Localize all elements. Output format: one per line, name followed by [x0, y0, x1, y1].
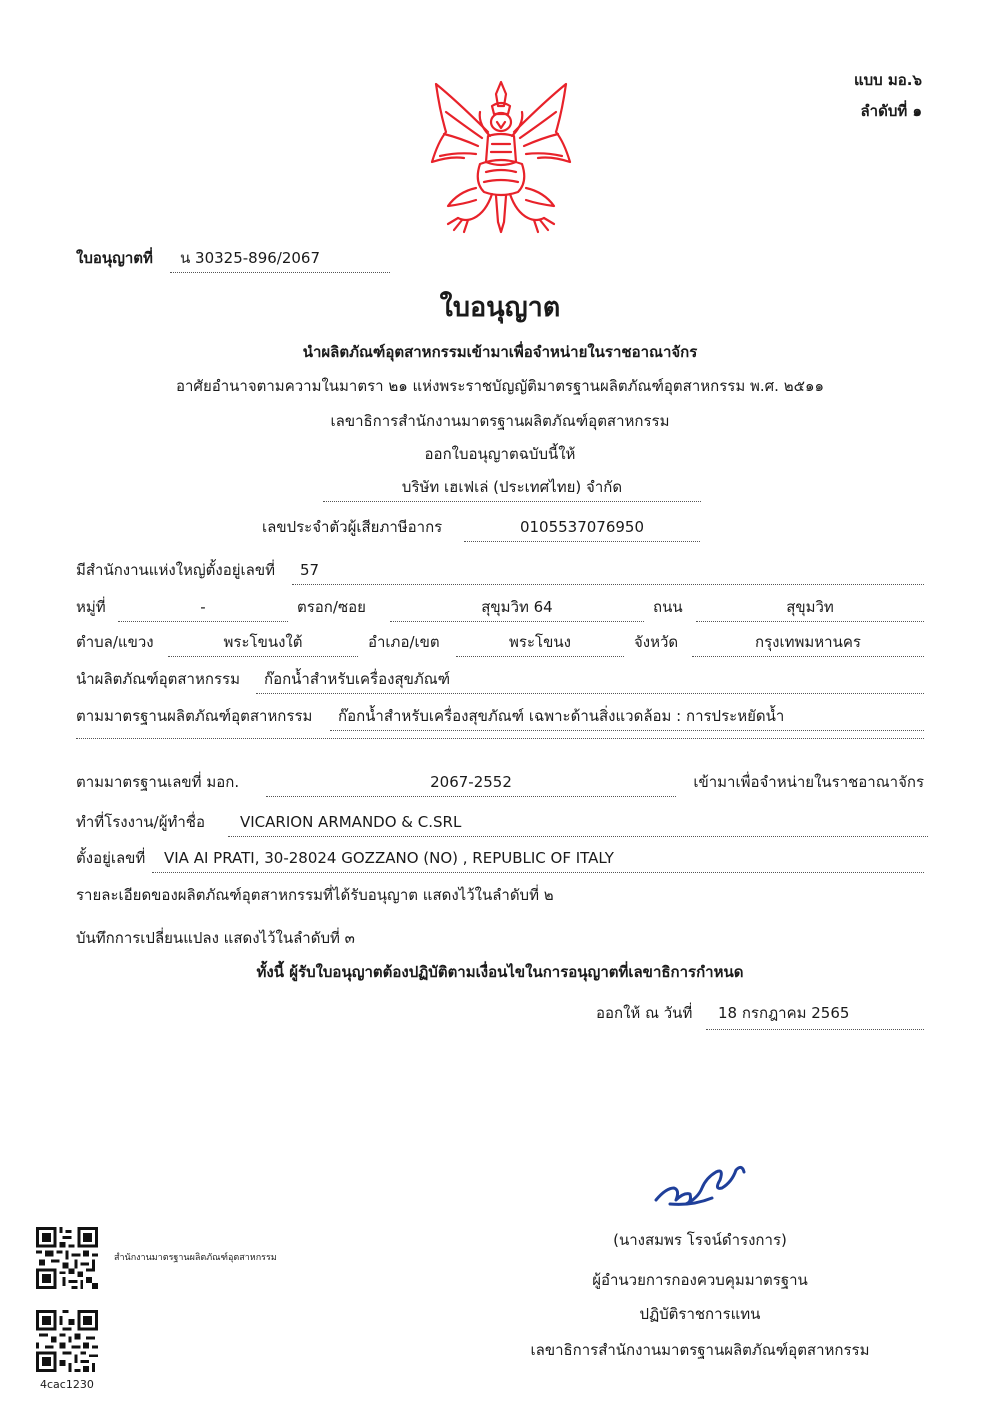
soi-label: ตรอก/ซอย	[297, 598, 366, 616]
amphoe-label: อำเภอ/เขต	[368, 633, 440, 651]
standard-no-value: 2067-2552	[266, 772, 676, 797]
province-label: จังหวัด	[634, 633, 679, 651]
company-name: บริษัท เฮเฟเล่ (ประเทศไทย) จำกัด	[323, 477, 701, 502]
page-subtitle: นำผลิตภัณฑ์อุตสาหกรรมเข้ามาเพื่อจำหน่ายในราชอาณาจักร	[302, 343, 698, 361]
hq-label: มีสำนักงานแห่งใหญ่ตั้งอยู่เลขที่	[76, 561, 275, 579]
hq-value: 57	[292, 560, 924, 585]
issued-date-value: 18 กรกฎาคม 2565	[706, 1003, 924, 1030]
moo-label: หมู่ที่	[76, 598, 106, 616]
product-label: นำผลิตภัณฑ์อุตสาหกรรม	[76, 670, 240, 688]
province-value: กรุงเทพมหานคร	[692, 632, 924, 657]
license-number-label: ใบอนุญาตที่	[76, 249, 153, 267]
qr-code-icon	[36, 1227, 98, 1289]
standard-continuation-line	[76, 730, 924, 739]
factory-label: ทำที่โรงงาน/ผู้ทำชื่อ	[76, 813, 205, 831]
road-value: สุขุมวิท	[696, 597, 924, 622]
qr-code-icon	[36, 1310, 98, 1372]
tax-id-label: เลขประจำตัวผู้เสียภาษีอากร	[262, 518, 443, 536]
road-label: ถนน	[653, 598, 683, 616]
signature-icon	[652, 1158, 748, 1212]
soi-value: สุขุมวิท 64	[390, 597, 644, 622]
details-note: รายละเอียดของผลิตภัณฑ์อุตสาหกรรมที่ได้รับอนุญาต แสดงไว้ในลำดับที่ ๒	[76, 886, 554, 904]
standard-no-suffix: เข้ามาเพื่อจำหน่ายในราชอาณาจักร	[693, 773, 924, 791]
authority-line-1: อาศัยอำนาจตามความในมาตรา ๒๑ แห่งพระราชบัญญัติมาตรฐานผลิตภัณฑ์อุตสาหกรรม พ.ศ. ๒๕๑๑	[176, 377, 824, 395]
amphoe-value: พระโขนง	[456, 632, 624, 657]
moo-value: -	[118, 597, 288, 622]
standard-value: ก๊อกน้ำสำหรับเครื่องสุขภัณฑ์ เฉพาะด้านสิ่งแวดล้อม : การประหยัดน้ำ	[330, 706, 924, 731]
standard-label: ตามมาตรฐานผลิตภัณฑ์อุตสาหกรรม	[76, 707, 313, 725]
tambon-label: ตำบล/แขวง	[76, 633, 154, 651]
signatory-position-1: ผู้อำนวยการกองควบคุมมาตรฐาน	[592, 1271, 808, 1289]
tambon-value: พระโขนงใต้	[168, 632, 358, 657]
standard-no-label: ตามมาตรฐานเลขที่ มอก.	[76, 773, 240, 791]
issued-date-label: ออกให้ ณ วันที่	[596, 1004, 693, 1022]
signatory-position-3: เลขาธิการสำนักงานมาตรฐานผลิตภัณฑ์อุตสาหกรรม	[530, 1341, 870, 1359]
qr-code-text: 4cac1230	[40, 1378, 94, 1391]
page-title: ใบอนุญาต	[439, 292, 561, 323]
location-value: VIA AI PRATI, 30-28024 GOZZANO (NO) , REPUBLIC OF ITALY	[152, 848, 924, 873]
tax-id-value: 0105537076950	[464, 517, 700, 542]
product-value: ก๊อกน้ำสำหรับเครื่องสุขภัณฑ์	[256, 669, 924, 694]
form-order: ลำดับที่ ๑	[860, 102, 922, 120]
qr-caption: สำนักงานมาตรฐานผลิตภัณฑ์อุตสาหกรรม	[114, 1253, 277, 1263]
signatory-name: (นางสมพร โรจน์ดำรงการ)	[613, 1231, 787, 1249]
authority-line-3: ออกใบอนุญาตฉบับนี้ให้	[424, 445, 576, 463]
location-label: ตั้งอยู่เลขที่	[76, 849, 146, 867]
garuda-emblem-icon	[418, 72, 584, 242]
form-code: แบบ มอ.๖	[853, 71, 922, 89]
condition-statement: ทั้งนี้ ผู้รับใบอนุญาตต้องปฏิบัติตามเงื่อนไขในการอนุญาตที่เลขาธิการกำหนด	[256, 963, 744, 981]
license-number-value: น 30325-896/2067	[170, 248, 390, 273]
factory-value: VICARION ARMANDO & C.SRL	[228, 812, 928, 837]
signatory-position-2: ปฏิบัติราชการแทน	[639, 1305, 761, 1323]
changes-note: บันทึกการเปลี่ยนแปลง แสดงไว้ในลำดับที่ ๓	[76, 929, 355, 947]
authority-line-2: เลขาธิการสำนักงานมาตรฐานผลิตภัณฑ์อุตสาหกรรม	[330, 412, 670, 430]
